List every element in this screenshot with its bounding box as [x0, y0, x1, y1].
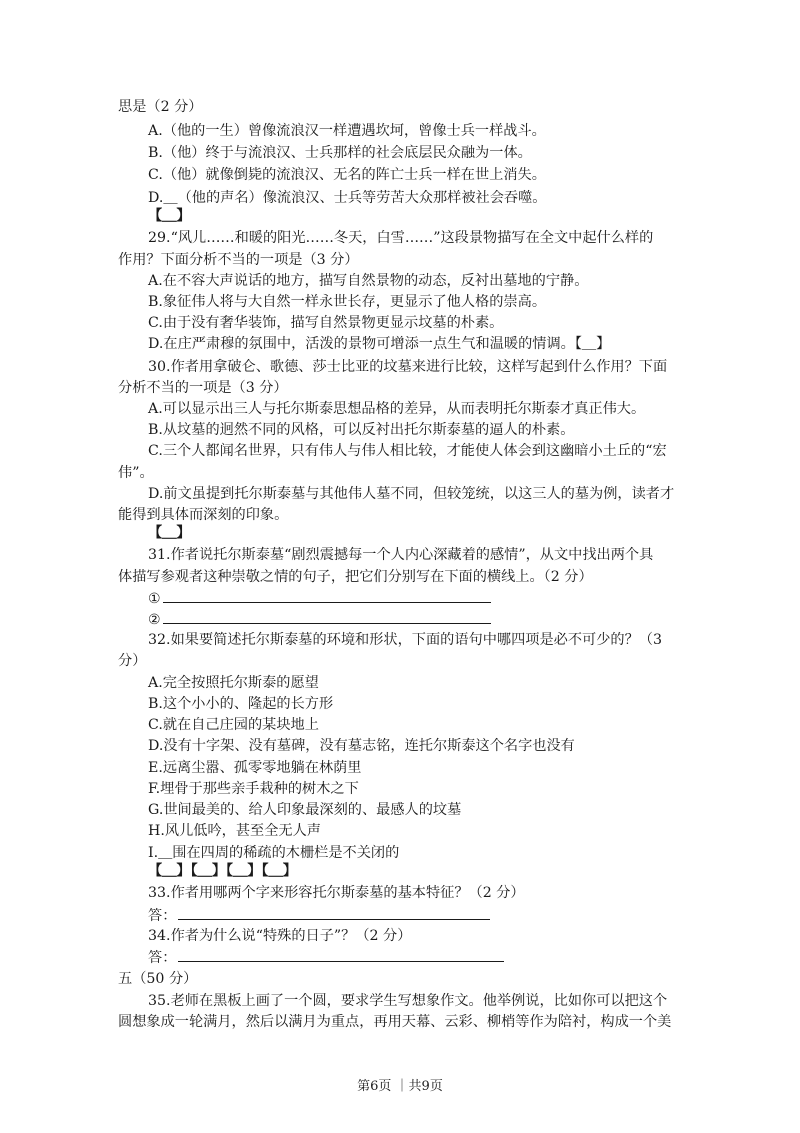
text-line: 思是（2 分） [118, 99, 203, 115]
blank-line[interactable] [178, 947, 504, 962]
text-line: 圆想象成一轮满月，然后以满月为重点，再用天幕、云彩、柳梢等作为陪衬，构成一个美 [118, 1014, 672, 1030]
option-i: I.＿围在四周的稀疏的木栅栏是不关闭的 [148, 845, 400, 861]
blank-line[interactable] [163, 609, 491, 624]
page-footer: 第6页 ｜共9页 [357, 1079, 443, 1094]
option-c: C.由于没有奢华装饰，描写自然景物更显示坟墓的朴素。 [148, 315, 504, 331]
option-b: B.象征伟人将与大自然一样永世长存，更显示了他人格的崇高。 [148, 294, 547, 310]
answer-line[interactable] [148, 947, 504, 967]
answer-label: 答： [148, 908, 177, 924]
option-a: A.完全按照托尔斯泰的愿望 [148, 675, 319, 691]
option-a: A.在不容大声说话的地方，描写自然景物的动态，反衬出墓地的宁静。 [148, 273, 589, 289]
option-b: B.从坟墓的迥然不同的风格，可以反衬出托尔斯泰墓的逼人的朴素。 [148, 422, 575, 438]
option-a: A.（他的一生）曾像流浪汉一样遭遇坎坷，曾像士兵一样战斗。 [148, 123, 546, 139]
question-31: 31.作者说托尔斯泰墓“剧烈震撼每一个人内心深藏着的感情”，从文中找出两个具 [148, 547, 654, 563]
option-b: B.（他）终于与流浪汉、士兵那样的社会底层民众融为一体。 [148, 145, 532, 161]
circled-number: ② [148, 612, 161, 628]
answer-line-2[interactable] [148, 609, 491, 629]
option-d: D.没有十字架、没有墓碑，没有墓志铭，连托尔斯泰这个名字也没有 [148, 738, 575, 754]
answer-line-1[interactable] [148, 588, 491, 608]
option-c: C.（他）就像倒毙的流浪汉、无名的阵亡士兵一样在世上消失。 [148, 167, 546, 183]
answer-line[interactable] [148, 905, 490, 925]
option-d: D.前文虽提到托尔斯泰墓与其他伟人墓不同，但较笼统，以这三人的墓为例，读者才 [148, 486, 675, 502]
option-d: D.在庄严肃穆的氛围中，活泼的景物可增添一点生气和温暖的情调。【＿】 [148, 336, 611, 352]
option-c: C.就在自己庄园的某块地上 [148, 717, 319, 733]
option-f: F.埋骨于那些亲手栽种的树木之下 [148, 781, 359, 797]
answer-bracket: 【＿】 [148, 208, 191, 224]
text-line: 分） [118, 653, 147, 669]
question-30: 30.作者用拿破仑、歌德、莎士比亚的坟墓来进行比较，这样写起到什么作用？下面 [148, 359, 668, 375]
question-29: 29.“风儿……和暖的阳光……冬天，白雪……”这段景物描写在全文中起什么样的 [148, 230, 654, 246]
text-line: 体描写参观者这种崇敬之情的句子，把它们分别写在下面的横线上。（2 分） [118, 569, 593, 585]
option-c: C.三个人都闻名世界，只有伟人与伟人相比较，才能使人体会到这幽暗小土丘的“宏 [148, 443, 667, 459]
answer-bracket: 【＿】 [148, 525, 191, 541]
text-line: 作用？下面分析不当的一项是（3 分） [118, 252, 359, 268]
text-line: 伟”。 [118, 465, 154, 481]
section-heading: 五（50 分） [118, 971, 198, 987]
answer-brackets: 【＿】【＿】【＿】【＿】 [148, 863, 297, 879]
question-33: 33.作者用哪两个字来形容托尔斯泰墓的基本特征？（2 分） [148, 885, 525, 901]
option-b: B.这个小小的、隆起的长方形 [148, 696, 334, 712]
answer-label: 答： [148, 950, 177, 966]
blank-line[interactable] [178, 905, 490, 920]
option-a: A.可以显示出三人与托尔斯泰思想品格的差异，从而表明托尔斯泰才真正伟大。 [148, 401, 646, 417]
question-32: 32.如果要简述托尔斯泰墓的环境和形状，下面的语句中哪四项是必不可少的？（3 [148, 632, 662, 648]
question-34: 34.作者为什么说“特殊的日子”？（2 分） [148, 928, 412, 944]
question-35: 35.老师在黑板上画了一个圆，要求学生写想象作文。他举例说，比如你可以把这个 [148, 993, 668, 1009]
circled-number: ① [148, 591, 161, 607]
option-d: D.＿（他的声名）像流浪汉、士兵等劳苦大众那样被社会吞噬。 [148, 190, 547, 206]
option-g: G.世间最美的、给人印象最深刻的、最感人的坟墓 [148, 802, 462, 818]
text-line: 分析不当的一项是（3 分） [118, 380, 288, 396]
option-h: H.风儿低吟，甚至全无人声 [148, 823, 321, 839]
blank-line[interactable] [163, 588, 491, 603]
text-line: 能得到具体而深刻的印象。 [118, 507, 289, 523]
option-e: E.远离尘嚣、孤零零地躺在林荫里 [148, 760, 362, 776]
